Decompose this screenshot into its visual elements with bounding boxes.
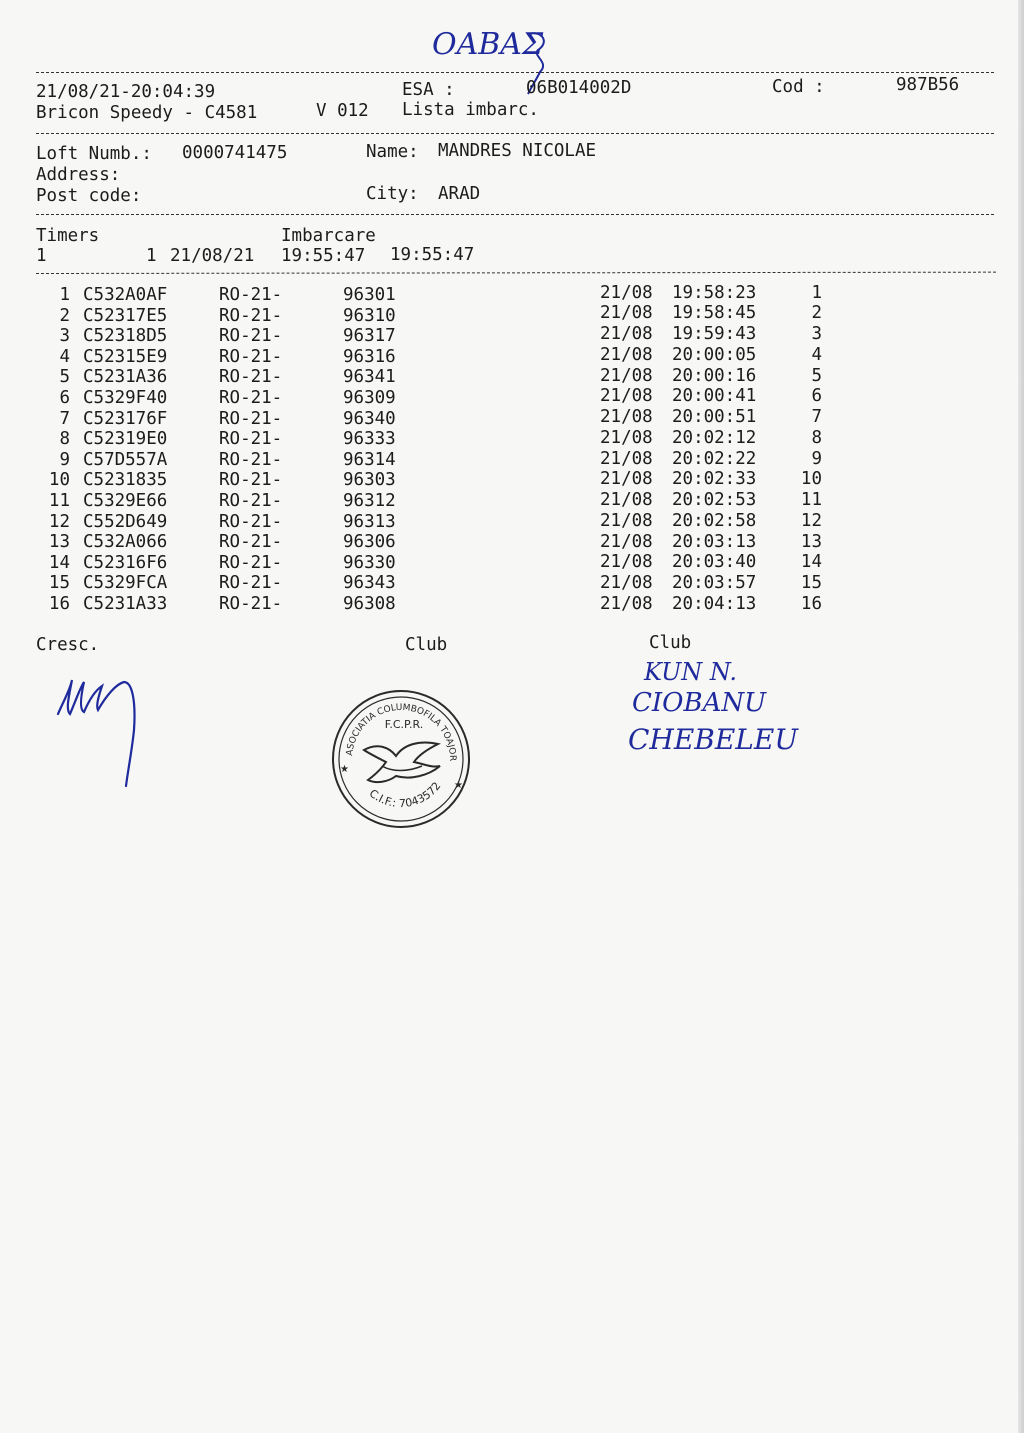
city-label: City: [366,184,419,204]
arrival-date: 21/08 [600,407,653,428]
arrival-date: 21/08 [600,427,653,448]
bird-index: 4 [59,346,70,367]
imbarcare-label: Imbarcare [281,226,376,246]
bird-country: RO-21- [219,552,283,573]
bird-index: 1 [59,285,70,305]
address-label: Address: [36,165,121,185]
bird-ring: 96306 [343,532,396,553]
bird-row [0,448,1024,472]
bird-index: 15 [48,573,70,594]
esa-label: ESA : [402,80,455,100]
bird-ring: 96330 [343,552,396,573]
bird-country: RO-21- [219,491,283,511]
handwritten-top-note: ΟΑΒΑΣ [432,27,544,62]
bird-country: RO-21- [219,573,283,594]
bird-index: 8 [59,429,70,450]
arrival-time: 19:58:45 [672,303,757,324]
device-name: Bricon Speedy - C4581 [36,103,258,123]
arrival-order: 6 [811,386,822,407]
separator-3 [36,214,994,215]
club-label-2: Club [649,633,692,653]
bird-country: RO-21- [219,367,283,388]
svg-text:★: ★ [340,764,349,775]
city-value: ARAD [438,184,481,204]
arrival-order: 13 [800,531,822,552]
arrival-order: 5 [811,365,822,386]
bird-ring: 96303 [343,470,396,491]
bird-row [0,552,1024,575]
owner-name: MANDRES NICOLAE [438,141,597,161]
bird-row [0,303,1024,328]
arrival-time: 20:04:13 [672,593,757,614]
timers-label: Timers [36,226,100,246]
timer-time-a: 19:55:47 [281,246,366,266]
arrival-order: 2 [811,303,822,324]
club-label-1: Club [405,635,448,655]
bird-ring: 96343 [343,573,396,594]
arrival-date: 21/08 [600,282,653,303]
arrival-date: 21/08 [600,448,653,469]
club-signature [628,650,868,770]
bird-chip: C52315E9 [83,346,168,367]
bird-row [0,469,1024,492]
bird-index: 12 [48,511,70,532]
svg-text:★: ★ [454,780,463,791]
svg-text:F.C.P.R.: F.C.P.R. [384,718,424,731]
arrival-time: 20:03:57 [672,573,757,594]
bird-country: RO-21- [219,305,283,326]
bird-chip: C5231A36 [83,367,168,388]
bird-row [0,427,1024,451]
bird-country: RO-21- [219,429,283,450]
arrival-time: 19:58:23 [672,282,757,303]
signature-line-3: CHEBELEU [628,723,798,756]
bird-ring: 96341 [343,367,396,388]
bird-index: 16 [48,594,70,614]
bird-row [0,407,1024,431]
bird-country: RO-21- [219,511,283,532]
bird-chip: C532A0AF [83,285,168,305]
arrival-time: 19:59:43 [672,324,757,345]
bird-chip: C5329E66 [83,491,168,511]
bird-ring: 96313 [343,511,396,532]
arrival-date: 21/08 [600,469,653,490]
bird-ring: 96316 [343,346,396,367]
bird-index: 6 [59,388,70,408]
bird-index: 3 [59,326,70,347]
bird-ring: 96314 [343,449,396,470]
bird-row [0,282,1024,307]
bird-ring: 96340 [343,408,396,429]
bird-chip: C5329FCA [83,573,168,594]
bird-chip: C532A066 [83,532,168,553]
bird-chip: C57D557A [83,449,168,470]
bird-index: 14 [48,552,70,573]
bird-country: RO-21- [219,326,283,347]
timer-count: 1 [146,246,157,266]
bird-row [0,365,1024,389]
timer-date: 21/08/21 [170,246,255,266]
arrival-date: 21/08 [600,510,653,531]
arrival-date: 21/08 [600,552,653,573]
arrival-order: 7 [811,407,822,428]
bird-row [0,344,1024,369]
arrival-date: 21/08 [600,365,653,386]
svg-text:ASOCIATIA COLUMBOFILA TOAJORII: ASOCIATIA COLUMBOFILA TOAJOR [345,702,458,762]
separator-2 [36,133,994,134]
arrival-order: 10 [800,469,822,490]
bird-ring: 96312 [343,491,396,511]
bird-row [0,593,1024,616]
club-stamp [330,688,473,831]
arrival-order: 16 [800,593,822,614]
arrival-time: 20:02:33 [672,469,757,490]
bird-chip: C52318D5 [83,326,168,347]
arrival-time: 20:03:40 [672,552,757,573]
bird-chip: C5231A33 [83,594,168,614]
bird-country: RO-21- [219,285,283,305]
print-datetime: 21/08/21-20:04:39 [36,82,216,102]
bird-chip: C523176F [83,408,168,429]
stamp-seal [330,688,473,831]
separator-1 [36,72,994,73]
arrival-date: 21/08 [600,593,653,614]
bird-country: RO-21- [219,449,283,470]
bird-chip: C552D649 [83,511,168,532]
arrival-date: 21/08 [600,490,653,511]
arrival-time: 20:00:05 [672,344,757,365]
paper-edge [1018,0,1024,1433]
arrival-order: 9 [811,448,822,469]
bird-country: RO-21- [219,346,283,367]
device-version: V 012 [316,101,369,121]
bird-index: 5 [59,367,70,388]
bird-row [0,324,1024,348]
timer-index: 1 [36,246,47,266]
arrival-date: 21/08 [600,344,653,365]
bird-country: RO-21- [219,532,283,553]
loft-label: Loft Numb.: [36,144,152,164]
bird-row [0,531,1024,554]
bird-index: 7 [59,408,70,429]
breeder-signature [50,670,160,795]
arrival-order: 1 [811,282,822,303]
bird-index: 11 [48,491,70,511]
arrival-date: 21/08 [600,386,653,407]
bird-index: 9 [59,449,70,470]
arrival-time: 20:00:16 [672,365,757,386]
loft-number: 0000741475 [182,143,288,163]
arrival-time: 20:02:53 [672,490,757,511]
arrival-time: 20:02:12 [672,427,757,448]
bird-ring: 96301 [343,285,396,305]
arrival-order: 8 [811,427,822,448]
arrival-time: 20:00:51 [672,407,757,428]
bird-ring: 96310 [343,305,396,326]
arrival-order: 4 [811,344,822,365]
bird-country: RO-21- [219,408,283,429]
postcode-label: Post code: [36,186,142,206]
bird-index: 2 [59,305,70,326]
bird-row [0,510,1024,534]
bird-chip: C5231835 [83,470,168,491]
arrival-date: 21/08 [600,324,653,345]
signature-line-1: KUN N. [644,658,738,686]
bird-chip: C52319E0 [83,429,168,450]
cod-label: Cod : [772,77,825,97]
arrival-date: 21/08 [600,573,653,594]
bird-country: RO-21- [219,594,283,614]
signature-line-2: CIOBANU [632,688,767,718]
esa-value: 06B014002D [526,78,632,98]
cresc-label: Cresc. [36,635,100,655]
arrival-order: 12 [800,510,822,531]
arrival-order: 15 [800,573,822,594]
arrival-time: 20:02:22 [672,448,757,469]
bird-ring: 96309 [343,388,396,408]
svg-text:C.I.F.: 7043572: C.I.F.: 7043572 [366,779,444,811]
arrival-date: 21/08 [600,303,653,324]
arrival-order: 14 [800,552,822,573]
timer-time-b: 19:55:47 [390,245,475,265]
arrival-order: 3 [811,324,822,345]
bird-chip: C52317E5 [83,305,168,326]
bird-row [0,386,1024,410]
cod-value: 987B56 [896,75,960,95]
bird-index: 13 [48,532,70,553]
bird-chip: C5329F40 [83,388,168,408]
separator-4 [36,272,996,274]
arrival-date: 21/08 [600,531,653,552]
bird-country: RO-21- [219,388,283,408]
list-title: Lista imbarc. [402,100,539,120]
arrival-order: 11 [800,490,822,511]
bird-ring: 96317 [343,326,396,347]
bird-ring: 96308 [343,594,396,614]
bird-index: 10 [48,470,70,491]
arrival-time: 20:02:58 [672,510,757,531]
bird-chip: C52316F6 [83,552,168,573]
bird-ring: 96333 [343,429,396,450]
arrival-time: 20:00:41 [672,386,757,407]
arrival-time: 20:03:13 [672,531,757,552]
name-label: Name: [366,142,419,162]
bird-row [0,490,1024,513]
bird-row [0,575,1024,595]
bird-country: RO-21- [219,470,283,491]
